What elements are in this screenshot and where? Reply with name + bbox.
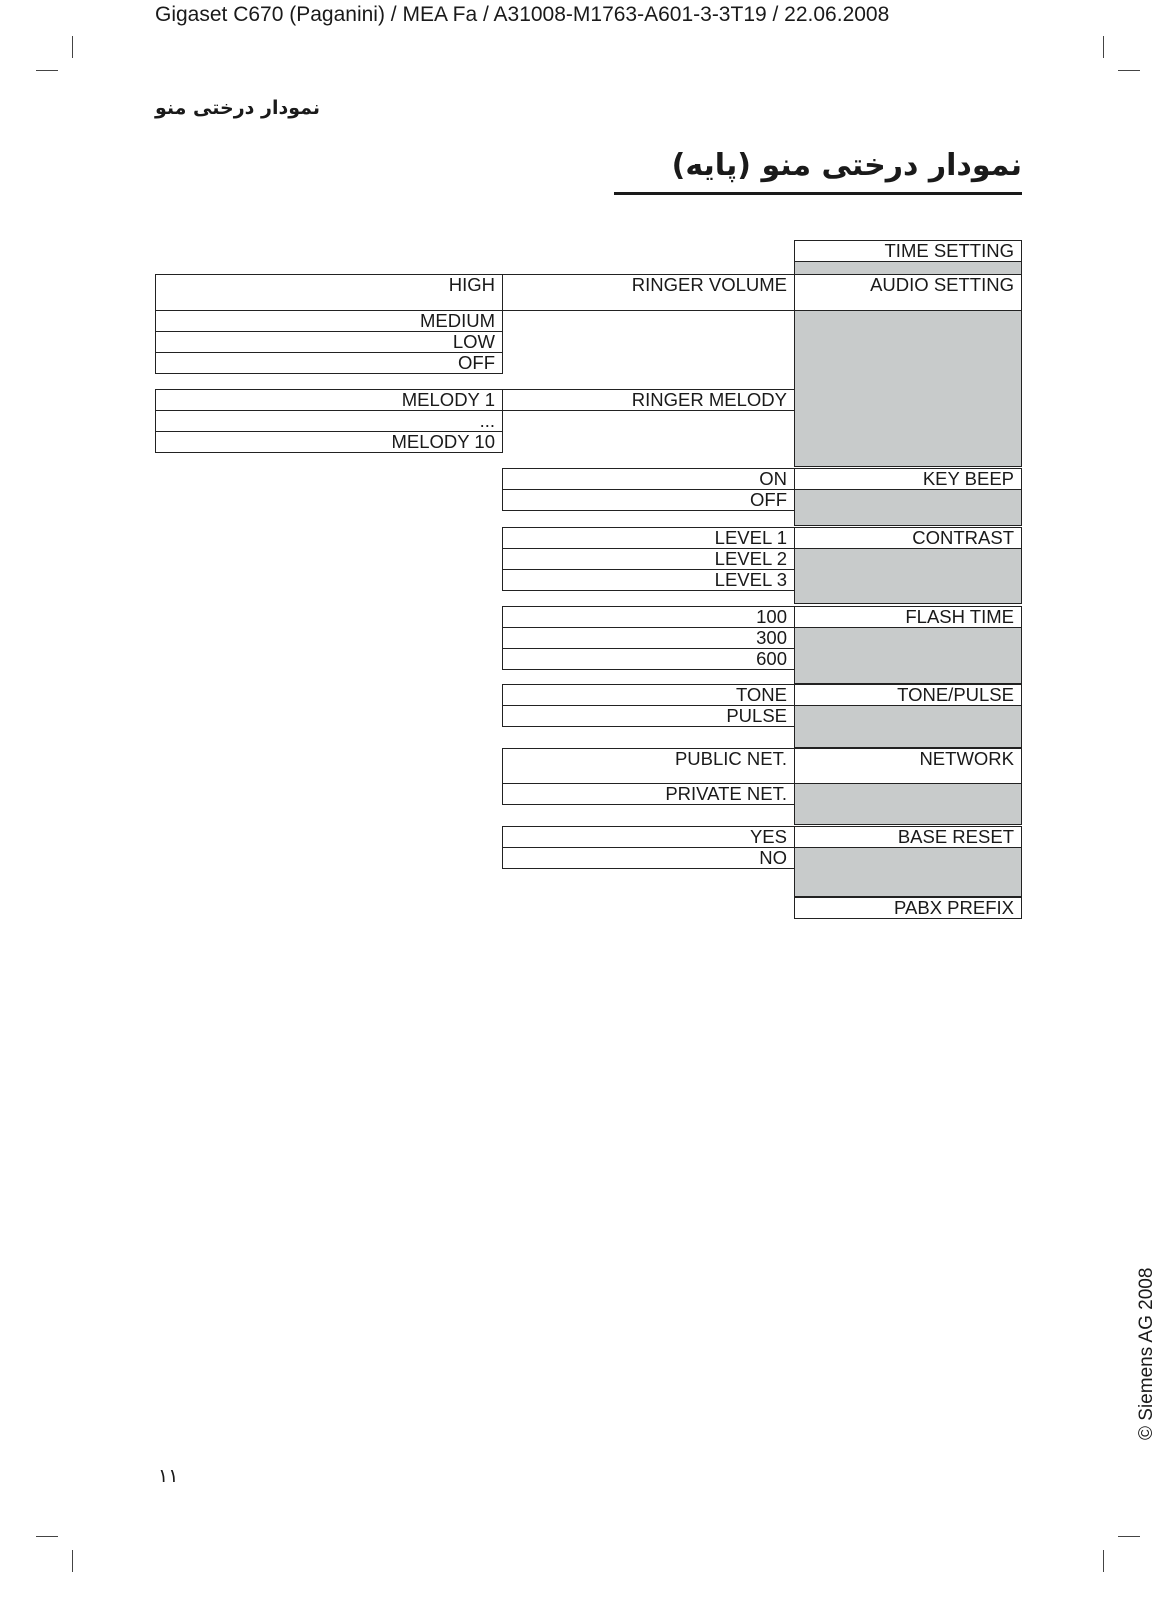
- title-underline: [614, 192, 1022, 195]
- menu-base-reset: BASE RESET: [794, 826, 1022, 848]
- ringer-volume-option: HIGH: [155, 274, 503, 311]
- ringer-volume-option: LOW: [155, 331, 503, 353]
- crop-mark: [36, 70, 58, 71]
- base-reset-group-bg: [794, 847, 1022, 897]
- contrast-option: LEVEL 2: [502, 548, 795, 570]
- menu-audio-setting: AUDIO SETTING: [794, 274, 1022, 311]
- page-title: نمودار درختی منو (پایه): [671, 148, 1022, 183]
- crop-mark: [36, 1536, 58, 1537]
- tone-pulse-group-bg: [794, 705, 1022, 748]
- base-reset-option: NO: [502, 847, 795, 869]
- menu-network: NETWORK: [794, 748, 1022, 784]
- menu-key-beep: KEY BEEP: [794, 468, 1022, 490]
- menu-contrast: CONTRAST: [794, 527, 1022, 549]
- contrast-group-bg: [794, 548, 1022, 604]
- menu-pabx-prefix: PABX PREFIX: [794, 897, 1022, 919]
- document-header: Gigaset C670 (Paganini) / MEA Fa / A31008-M1763-A601-3-3T19 / 22.06.2008: [155, 3, 890, 26]
- crop-mark: [72, 36, 73, 58]
- contrast-option: LEVEL 3: [502, 569, 795, 591]
- crop-mark: [1118, 70, 1140, 71]
- network-option: PRIVATE NET.: [502, 783, 795, 805]
- key-beep-option: OFF: [502, 489, 795, 511]
- menu-ringer-volume: RINGER VOLUME: [502, 274, 795, 311]
- ringer-volume-option: OFF: [155, 352, 503, 374]
- audio-setting-group-bg: [794, 310, 1022, 467]
- menu-ringer-melody: RINGER MELODY: [502, 389, 795, 411]
- crop-mark: [1103, 1550, 1104, 1572]
- menu-time-setting: TIME SETTING: [794, 240, 1022, 262]
- network-group-bg: [794, 783, 1022, 825]
- tone-pulse-option: TONE: [502, 684, 795, 706]
- copyright: © Siemens AG 2008: [1136, 1267, 1157, 1440]
- ringer-melody-option: MELODY 1: [155, 389, 503, 411]
- menu-tone-pulse: TONE/PULSE: [794, 684, 1022, 706]
- ringer-volume-option: MEDIUM: [155, 310, 503, 332]
- page-number: ۱۱: [158, 1465, 179, 1487]
- network-option: PUBLIC NET.: [502, 748, 795, 784]
- menu-flash-time: FLASH TIME: [794, 606, 1022, 628]
- ringer-melody-option: MELODY 10: [155, 431, 503, 453]
- flash-time-group-bg: [794, 627, 1022, 684]
- tone-pulse-option: PULSE: [502, 705, 795, 727]
- contrast-option: LEVEL 1: [502, 527, 795, 549]
- section-title: نمودار درختی منو: [155, 97, 321, 119]
- ringer-melody-option: ...: [155, 410, 503, 432]
- flash-time-option: 100: [502, 606, 795, 628]
- flash-time-option: 300: [502, 627, 795, 649]
- crop-mark: [72, 1550, 73, 1572]
- crop-mark: [1118, 1536, 1140, 1537]
- flash-time-option: 600: [502, 648, 795, 670]
- base-reset-option: YES: [502, 826, 795, 848]
- crop-mark: [1103, 36, 1104, 58]
- key-beep-option: ON: [502, 468, 795, 490]
- key-beep-group-bg: [794, 489, 1022, 526]
- audio-setting-group-bg: [794, 261, 1022, 275]
